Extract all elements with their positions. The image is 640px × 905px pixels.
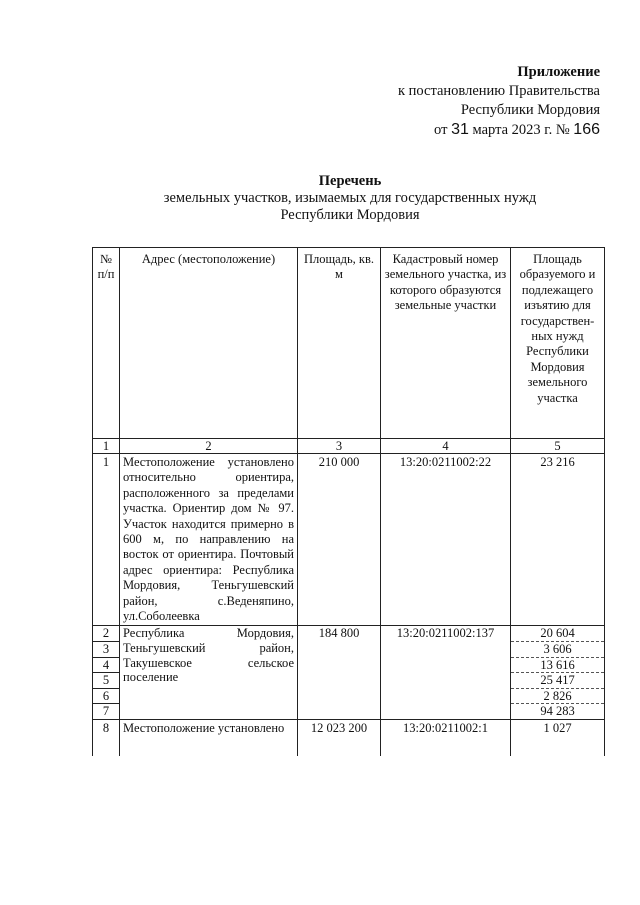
heading-line2: Республики Мордовия bbox=[280, 207, 420, 223]
row-num: 2 bbox=[93, 626, 120, 642]
row-address: Местоположение установлено относительно ориентира, расположенного за пределами участка. Ориентир дом № 97. Участок находится примерно в 600 м, по направлению на восток от ориентира. Почтовый адрес ориентира: Республика Мордовия, Теньгушевский район, с.Веденяпино, ул.Соболеевка bbox=[120, 454, 298, 626]
row-area: 184 800 bbox=[298, 626, 381, 720]
row-num: 5 bbox=[93, 673, 120, 689]
appendix-date bbox=[398, 120, 600, 140]
row-plot-area: 2 826 bbox=[511, 688, 605, 704]
header-address: Адрес (местоположение) bbox=[120, 248, 298, 439]
row-num: 7 bbox=[93, 704, 120, 720]
row-cadastral: 13:20:0211002:1 bbox=[381, 720, 511, 757]
column-numbers-row bbox=[93, 439, 605, 454]
header-area: Площадь, кв. м bbox=[298, 248, 381, 439]
appendix-title: Приложение bbox=[517, 64, 600, 80]
land-plots-table bbox=[92, 247, 605, 756]
table-header-row bbox=[93, 248, 605, 439]
column-number: 2 bbox=[120, 439, 298, 454]
appendix-line2: Республики Мордовия bbox=[460, 102, 600, 118]
row-cadastral: 13:20:0211002:137 bbox=[381, 626, 511, 720]
row-num: 1 bbox=[93, 454, 120, 626]
header-num: № п/п bbox=[93, 248, 120, 439]
row-plot-area: 23 216 bbox=[511, 454, 605, 626]
row-plot-area: 1 027 bbox=[511, 720, 605, 757]
row-plot-area: 3 606 bbox=[511, 642, 605, 658]
heading-line1: земельных участков, изымаемых для государственных нужд bbox=[163, 190, 537, 206]
column-number: 5 bbox=[511, 439, 605, 454]
row-area: 12 023 200 bbox=[298, 720, 381, 757]
document-heading bbox=[0, 173, 640, 224]
row-plot-area: 13 616 bbox=[511, 657, 605, 673]
row-plot-area: 94 283 bbox=[511, 704, 605, 720]
row-num: 4 bbox=[93, 657, 120, 673]
row-num: 6 bbox=[93, 688, 120, 704]
header-plot-area: Площадь образуемого и подлежащего изъятию для государствен-ных нужд Республики Мордовия земельного участка bbox=[511, 248, 605, 439]
resolution-number: 166 bbox=[573, 121, 600, 138]
row-num: 8 bbox=[93, 720, 120, 757]
column-number: 4 bbox=[381, 439, 511, 454]
row-plot-area: 25 417 bbox=[511, 673, 605, 689]
appendix-line1: к постановлению Правительства bbox=[398, 83, 600, 99]
row-area: 210 000 bbox=[298, 454, 381, 626]
row-num: 3 bbox=[93, 642, 120, 658]
appendix-block bbox=[398, 63, 600, 140]
table-row bbox=[93, 720, 605, 757]
header-cadastral: Кадастровый номер земельного участка, из которого образуются земельные участки bbox=[381, 248, 511, 439]
table-row bbox=[93, 454, 605, 626]
date-rest: марта 2023 г. № bbox=[472, 122, 570, 138]
heading-title: Перечень bbox=[318, 173, 382, 189]
column-number: 3 bbox=[298, 439, 381, 454]
row-cadastral: 13:20:0211002:22 bbox=[381, 454, 511, 626]
table-row bbox=[93, 626, 605, 642]
row-plot-area: 20 604 bbox=[511, 626, 605, 642]
date-day: 31 bbox=[451, 121, 469, 138]
date-prefix: от bbox=[434, 122, 448, 138]
column-number: 1 bbox=[93, 439, 120, 454]
row-address: Республика Мордовия, Теньгушевский район, Такушевское сельское поселение bbox=[120, 626, 298, 720]
row-address: Местоположение установлено bbox=[120, 720, 298, 757]
